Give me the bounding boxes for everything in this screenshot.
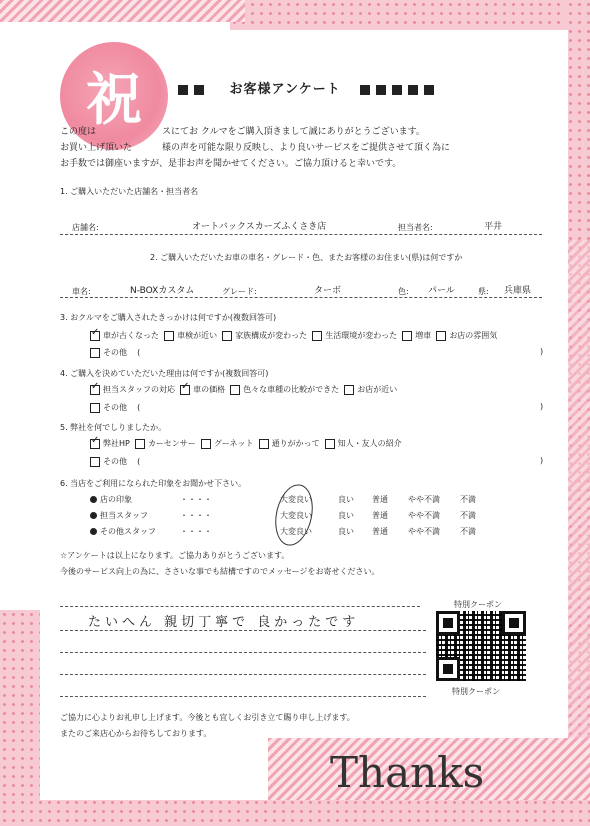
celebration-seal: 祝 <box>60 42 168 150</box>
checkbox-icon[interactable] <box>164 331 174 341</box>
q6-label: 6. 当店をご利用になられた印象をお聞かせ下さい。 <box>60 479 247 488</box>
q6-row-other: その他スタッフ <box>90 526 156 537</box>
message-line-4 <box>60 674 426 675</box>
scale-bad[interactable]: 不満 <box>460 511 476 520</box>
footer-await: またのご来店心からお待ちしております。 <box>60 729 212 738</box>
q5-opt-goonet[interactable]: グーネット <box>201 439 254 448</box>
checkbox-icon[interactable] <box>312 331 322 341</box>
store-value: オートバックスカーズふくさき店 <box>192 222 327 232</box>
q5-other[interactable]: その他 ( <box>90 456 140 467</box>
q4-opt-price[interactable]: ✓ 車の価格 <box>180 385 225 394</box>
intro-line-2a: お買い上げ頂いた <box>60 143 133 153</box>
scale-bad[interactable]: 不満 <box>460 495 476 504</box>
q4-other[interactable]: その他 ( <box>90 402 140 413</box>
q4-option-row <box>90 384 397 395</box>
staff-label: 担当者名: <box>398 223 433 232</box>
closing-request: 今後のサービス向上の為に、ささいな事でも結構ですのでメッセージをお寄せください。 <box>60 567 380 576</box>
checkbox-checked-icon[interactable] <box>90 331 100 341</box>
q4-opt-staff[interactable]: ✓担当スタッフの対応 <box>90 385 175 394</box>
checkbox-icon[interactable] <box>90 348 100 358</box>
q5-label: 5. 弊社を何でしりましたか。 <box>60 423 167 432</box>
message-line-1 <box>60 606 420 607</box>
checkbox-icon[interactable] <box>436 331 446 341</box>
q3-opt-lifestyle[interactable]: 生活環境が変わった <box>312 331 397 340</box>
customer-message: たいへん 親切丁寧で 良かったです <box>88 615 360 630</box>
message-line-5 <box>60 696 426 697</box>
dot-pattern-bottom <box>0 798 590 826</box>
checkbox-icon[interactable] <box>90 457 100 467</box>
grade-value: ターボ <box>314 286 342 296</box>
scale-very-good[interactable]: 大変良い <box>280 511 312 520</box>
scale-good[interactable]: 良い <box>338 527 354 536</box>
store-underline <box>60 234 542 235</box>
q5-option-row <box>90 438 402 449</box>
q6-row-store: 店の印象 <box>90 494 132 505</box>
q6-scale-row-3 <box>280 526 476 537</box>
q5-opt-carsensor[interactable]: カーセンサー <box>135 439 196 448</box>
checkbox-icon[interactable] <box>259 439 269 449</box>
footer-gratitude: ご協力に心よりお礼申し上げます。今後とも宜しくお引き立て賜り申し上げます。 <box>60 713 355 722</box>
car-label: 車名: <box>72 287 91 296</box>
scale-normal[interactable]: 普通 <box>372 495 388 504</box>
scale-normal[interactable]: 普通 <box>372 511 388 520</box>
checkbox-icon[interactable] <box>344 385 354 395</box>
scale-very-good[interactable]: 大変良い <box>280 527 312 536</box>
checkbox-icon[interactable] <box>201 439 211 449</box>
dot-pattern-left <box>0 610 42 826</box>
grade-label: グレード: <box>222 287 257 296</box>
scale-bad[interactable]: 不満 <box>460 527 476 536</box>
intro-line-2b: 様の声を可能な限り反映し、より良いサービスをご提供させて頂く為に <box>162 143 451 153</box>
scale-slightly-bad[interactable]: やや不満 <box>408 495 440 504</box>
color-label: 色: <box>398 287 409 296</box>
q2-label: 2. ご購入いただいたお車の車名・グレード・色、またお客様のお住まい(県)は何ですか <box>150 253 463 262</box>
stripe-band-right <box>568 240 590 800</box>
q6-dots-3: ・・・・ <box>180 527 212 536</box>
checkbox-checked-icon[interactable] <box>90 439 100 449</box>
intro-line-3: お手数では御座いますが、是非お声を聞かせてください。ご協力頂けると幸いです。 <box>60 159 402 169</box>
closing-thanks: ☆アンケートは以上になります。ご協力ありがとうございます。 <box>60 551 290 560</box>
coupon-label-top: 特別クーポン <box>454 600 502 609</box>
q4-opt-near[interactable]: お店が近い <box>344 385 397 394</box>
checkbox-icon[interactable] <box>325 439 335 449</box>
q5-opt-referral[interactable]: 知人・友人の紹介 <box>325 439 402 448</box>
q3-other-close: ) <box>540 347 544 356</box>
scale-good[interactable]: 良い <box>338 495 354 504</box>
checkbox-icon[interactable] <box>230 385 240 395</box>
q4-other-close: ) <box>540 402 544 411</box>
q5-opt-passing[interactable]: 通りがかって <box>259 439 320 448</box>
checkbox-checked-icon[interactable] <box>180 385 190 395</box>
scale-slightly-bad[interactable]: やや不満 <box>408 527 440 536</box>
q3-opt-atmosphere[interactable]: お店の雰囲気 <box>436 331 497 340</box>
staff-value: 平井 <box>484 222 503 232</box>
message-line-2 <box>60 630 426 631</box>
q3-opt-additional[interactable]: 増車 <box>402 331 431 340</box>
q6-dots-2: ・・・・ <box>180 511 212 520</box>
pref-value: 兵庫県 <box>504 286 532 296</box>
checkbox-checked-icon[interactable] <box>90 385 100 395</box>
thanks-text: Thanks <box>330 748 485 797</box>
scale-slightly-bad[interactable]: やや不満 <box>408 511 440 520</box>
car-underline <box>60 297 542 298</box>
message-line-3 <box>60 652 426 653</box>
checkbox-icon[interactable] <box>135 439 145 449</box>
q6-row-staff: 担当スタッフ <box>90 510 148 521</box>
page-title: お客様アンケート <box>178 78 440 97</box>
q3-opt-inspection[interactable]: 車検が近い <box>164 331 217 340</box>
q5-opt-hp[interactable]: ✓弊社HP <box>90 439 130 448</box>
checkbox-icon[interactable] <box>402 331 412 341</box>
checkbox-icon[interactable] <box>222 331 232 341</box>
scale-normal[interactable]: 普通 <box>372 527 388 536</box>
q3-label: 3. おクルマをご購入されたきっかけは何ですか(複数回答可) <box>60 313 277 322</box>
intro-line-1b: スにてお クルマをご購入頂きまして誠にありがとうございます。 <box>162 127 425 137</box>
qr-code-icon[interactable] <box>436 611 526 681</box>
q3-opt-family[interactable]: 家族構成が変わった <box>222 331 307 340</box>
color-value: パール <box>428 286 455 296</box>
checkbox-icon[interactable] <box>90 403 100 413</box>
q6-dots-1: ・・・・ <box>180 495 212 504</box>
store-label: 店舗名: <box>72 223 99 232</box>
coupon-label-bottom: 特別クーポン <box>452 687 500 696</box>
q1-label: 1. ご購入いただいた店舗名・担当者名 <box>60 187 199 196</box>
stripe-band-top-left <box>0 0 245 22</box>
q5-other-close: ) <box>540 456 544 465</box>
q4-opt-compare[interactable]: 色々な車種の比較ができた <box>230 385 339 394</box>
scale-good[interactable]: 良い <box>338 511 354 520</box>
q3-opt-old-car[interactable]: ✓車が古くなった <box>90 331 159 340</box>
q3-option-row <box>90 330 497 341</box>
scale-very-good[interactable]: 大変良い <box>280 495 312 504</box>
car-value: N-BOXカスタム <box>130 286 195 296</box>
q3-other[interactable]: その他 ( <box>90 347 140 358</box>
intro-line-1a: この度は <box>60 127 97 137</box>
q4-label: 4. ご購入を決めていただいた理由は何ですか(複数回答可) <box>60 369 269 378</box>
pref-label: 県: <box>478 287 489 296</box>
